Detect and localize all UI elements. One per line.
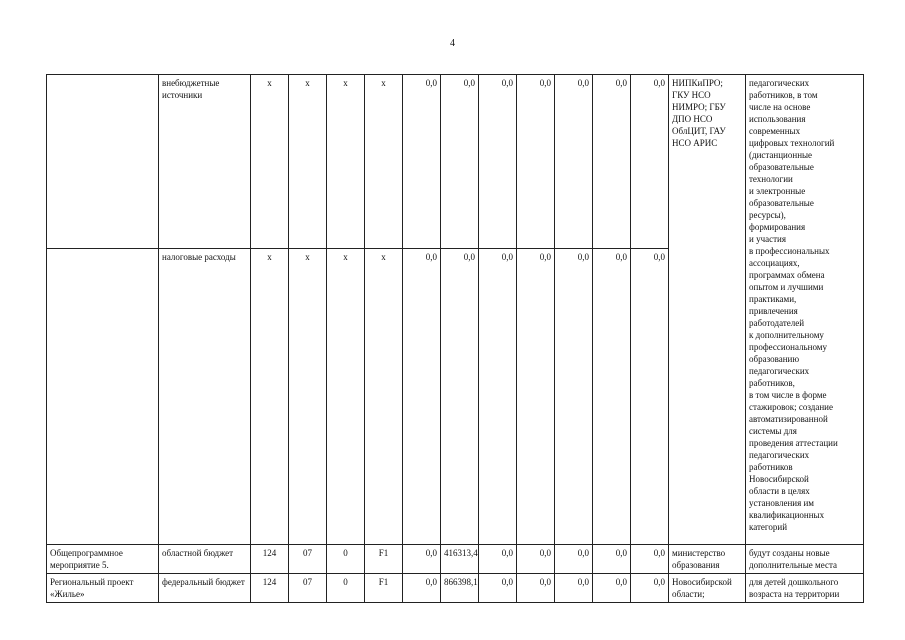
value-cell: 0,0 <box>517 545 555 574</box>
value-cell: 0,0 <box>593 545 631 574</box>
measure-cell: Общепрограммное мероприятие 5. <box>47 545 159 574</box>
value-cell: 0,0 <box>517 574 555 603</box>
source-cell: налоговые расходы <box>159 249 251 545</box>
executor-cell: НИПКиПРО; ГКУ НСО НИМРО; ГБУ ДПО НСО ОблЦИТ, ГАУ НСО АРИС <box>669 75 746 545</box>
measure-cell <box>47 75 159 249</box>
value-cell: 0,0 <box>631 545 669 574</box>
measure-cell: Региональный проект «Жилье» <box>47 574 159 603</box>
result-cell: для детей дошкольного возраста на территории <box>746 574 864 603</box>
code-cell: x <box>327 249 365 545</box>
table-row <box>47 574 864 603</box>
value-cell: 0,0 <box>555 75 593 249</box>
budget-table <box>46 74 864 603</box>
code-cell: x <box>365 249 403 545</box>
value-cell: 0,0 <box>555 249 593 545</box>
code-cell: 124 <box>251 574 289 603</box>
value-cell: 0,0 <box>479 574 517 603</box>
value-cell: 0,0 <box>479 75 517 249</box>
value-cell: 0,0 <box>631 249 669 545</box>
value-cell: 866398,1 <box>441 574 479 603</box>
executor-cell: министерство образования <box>669 545 746 574</box>
code-cell: x <box>251 249 289 545</box>
value-cell: 0,0 <box>517 249 555 545</box>
value-cell: 0,0 <box>593 574 631 603</box>
measure-cell <box>47 249 159 545</box>
value-cell: 0,0 <box>479 545 517 574</box>
code-cell: F1 <box>365 574 403 603</box>
value-cell: 0,0 <box>403 545 441 574</box>
code-cell: x <box>289 75 327 249</box>
value-cell: 0,0 <box>555 545 593 574</box>
value-cell: 0,0 <box>441 249 479 545</box>
value-cell: 0,0 <box>631 75 669 249</box>
table-row <box>47 545 864 574</box>
code-cell: x <box>327 75 365 249</box>
value-cell: 0,0 <box>593 75 631 249</box>
value-cell: 0,0 <box>403 249 441 545</box>
value-cell: 0,0 <box>593 249 631 545</box>
source-cell: областной бюджет <box>159 545 251 574</box>
value-cell: 0,0 <box>517 75 555 249</box>
code-cell: 0 <box>327 545 365 574</box>
code-cell: 07 <box>289 545 327 574</box>
value-cell: 0,0 <box>631 574 669 603</box>
code-cell: 07 <box>289 574 327 603</box>
source-cell: внебюджетные источники <box>159 75 251 249</box>
executor-cell: Новосибирской области; <box>669 574 746 603</box>
value-cell: 0,0 <box>403 75 441 249</box>
code-cell: F1 <box>365 545 403 574</box>
result-cell: будут созданы новые дополнительные места <box>746 545 864 574</box>
page-number: 4 <box>450 38 455 49</box>
value-cell: 0,0 <box>479 249 517 545</box>
code-cell: 124 <box>251 545 289 574</box>
value-cell: 416313,4 <box>441 545 479 574</box>
value-cell: 0,0 <box>441 75 479 249</box>
code-cell: x <box>289 249 327 545</box>
code-cell: x <box>365 75 403 249</box>
source-cell: федеральный бюджет <box>159 574 251 603</box>
value-cell: 0,0 <box>555 574 593 603</box>
code-cell: x <box>251 75 289 249</box>
value-cell: 0,0 <box>403 574 441 603</box>
code-cell: 0 <box>327 574 365 603</box>
table-row <box>47 75 864 249</box>
result-cell: педагогических работников, в том числе на основе использования современных цифровых технологий (дистанционные образовательные технологии и электронные образовательные ресурсы), формирования и участия в профессиональных ассоциациях, программах обмена опытом и лучшими практиками, привлечения работодателей к дополнительному профессиональному образованию педагогических работников, в том числе в форме стажировок; создание автоматизированной системы для проведения аттестации педагогических работников Новосибирской области в целях установления им квалификационных категорий <box>746 75 864 545</box>
